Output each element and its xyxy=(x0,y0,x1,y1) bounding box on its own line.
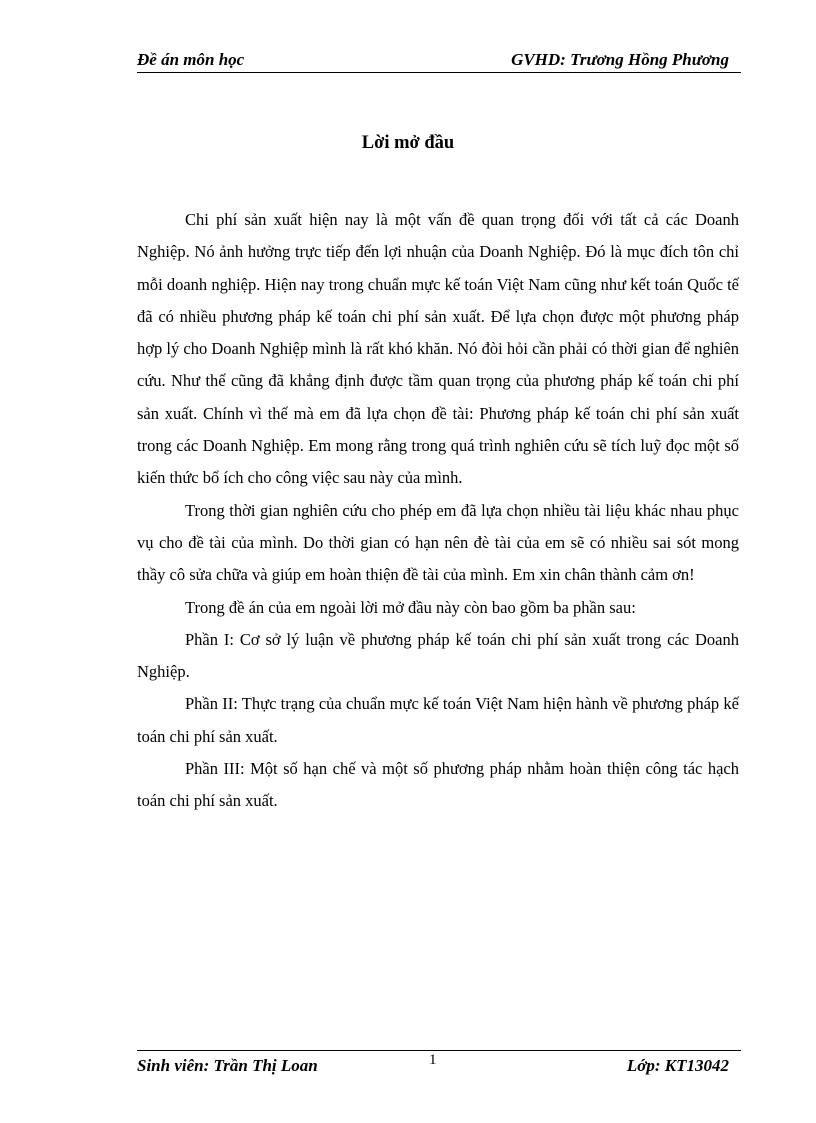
paragraph-research: Trong thời gian nghiên cứu cho phép em đã lựa chọn nhiều tài liệu khác nhau phục vụ cho đề tài của mình. Do thời gian có hạn nên đè tài của em sẽ có nhiều sai sót mong thầy cô sửa chữa và giúp em hoàn thiện đề tài của mình. Em xin chân thành cảm ơn! xyxy=(137,500,739,585)
course-label: Đề án môn học xyxy=(137,50,245,69)
paragraph-outline: Trong đề án của em ngoài lời mở đầu này còn bao gồm ba phần sau: xyxy=(185,597,636,617)
paragraph-part-3: Phần III: Một số hạn chế và một số phương pháp nhằm hoàn thiện công tác hạch toán chi phí sản xuất. xyxy=(137,759,739,811)
supervisor-label: GVHD: Trương Hồng Phương xyxy=(511,50,729,69)
page-title: Lời mở đầu xyxy=(361,133,455,153)
page-footer xyxy=(137,1050,741,1081)
student-label: Sinh viên: Trần Thị Loan xyxy=(137,1056,318,1075)
document-body xyxy=(137,204,739,818)
paragraph-intro: Chi phí sản xuất hiện nay là một vấn đề quan trọng đối với tất cả các Doanh Nghiệp. Nó ảnh hưởng trực tiếp đến lợi nhuận của Doanh Nghiệp. Đó là mục đích tôn chỉ mỗi doanh nghiệp. Hiện nay trong chuẩn mực kế toán Việt Nam cũng như kết toán Quốc tế đã có nhiều phương pháp kế toán chi phí sản xuất. Để lựa chọn được một phương pháp hợp lý cho Doanh Nghiệp mình là rất khó khăn. Nó đòi hỏi cần phải có thời gian để nghiên cứu. Như thế cũng đã khẳng định được tầm quan trọng của phương pháp kế toán chi phí sản xuất. Chính vì thế mà em đã lựa chọn đề tài: Phương pháp kế toán chi phí sản xuất trong các Doanh Nghiệp. Em mong rằng trong quá trình nghiên cứu sẽ tích luỹ đọc một số kiến thức bổ ích cho công việc sau này của mình. xyxy=(137,210,739,488)
page-number: 1 xyxy=(429,1052,437,1068)
paragraph-part-2: Phần II: Thực trạng của chuẩn mực kế toán Việt Nam hiện hành về phương pháp kế toán chi phí sản xuất. xyxy=(137,694,739,746)
paragraph-part-1: Phần I: Cơ sở lý luận về phương pháp kế toán chi phí sản xuất trong các Doanh Nghiệp. xyxy=(137,629,739,682)
page-header xyxy=(137,50,741,73)
class-label: Lớp: KT13042 xyxy=(626,1056,729,1075)
